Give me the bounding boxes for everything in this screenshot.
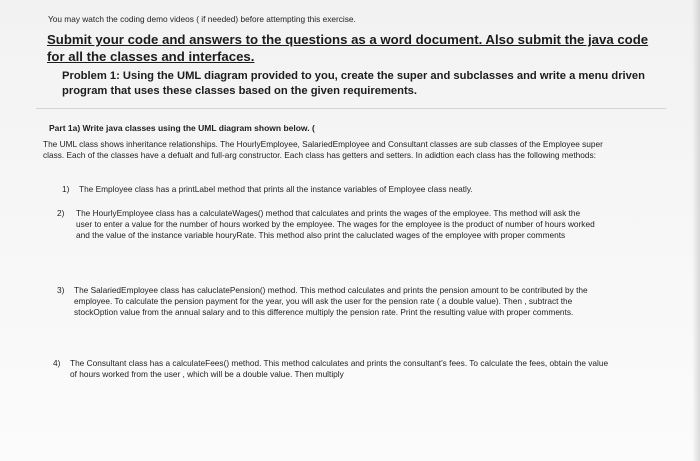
- item-text: The Consultant class has a calculateFees() method. This method calculates and prints the consultant's fees. To calculate the fees, obtain the value of hours worked from the user , which will be a double value. Then multiply: [70, 358, 609, 380]
- intro-note: You may watch the coding demo videos ( if needed) before attempting this exercise.: [48, 14, 356, 24]
- item-number: 1): [62, 184, 70, 194]
- item-text: The HourlyEmployee class has a calculateWages() method that calculates and prints the wages of the employee. Ths method will ask the user to enter a value for the number of hours worked by the employee. The wages for the employee is the product of number of hours worked and the value of the instance variable houryRate. This method also print the caluclated wages of the employee with proper comments: [76, 208, 595, 241]
- requirement-item: [62, 184, 622, 196]
- item-number: 2): [57, 208, 65, 218]
- requirement-item: [57, 208, 617, 258]
- problem-statement: Problem 1: Using the UML diagram provided to you, create the super and subclasses and write a menu driven program that uses these classes based on the given requirements.: [62, 70, 645, 97]
- item-text: The Employee class has a printLabel method that prints all the instance variables of Employee class neatly.: [79, 184, 473, 194]
- uml-description: The UML class shows inheritance relationships. The HourlyEmployee, SalariedEmployee and Consultant classes are sub classes of the Employee super class. Each of the classes have a defualt and full-arg constructor. Each class has getters and setters. In adidtion each class has the following methods:: [43, 139, 603, 161]
- requirement-item: [53, 358, 623, 384]
- item-number: 4): [53, 358, 61, 368]
- section-divider: [36, 108, 666, 109]
- submission-instructions: Submit your code and answers to the questions as a word document. Also submit the java code for all the classes and interfaces.: [47, 32, 649, 64]
- part-heading: Part 1a) Write java classes using the UML diagram shown below. (: [49, 123, 315, 133]
- item-text: The SalariedEmployee class has caluclatePension() method. This method calculates and prints the pension amount to be contributed by the employee. To calculate the pension payment for the year, you will ask the user for the pension rate ( a double value). Then , subtract the stockOption value from the annual salary and to this difference multiply the pension rate. Print the resulting value with proper comments.: [74, 285, 588, 318]
- page-edge-shadow: [692, 0, 700, 461]
- requirement-item: [57, 285, 617, 335]
- item-number: 3): [57, 285, 65, 295]
